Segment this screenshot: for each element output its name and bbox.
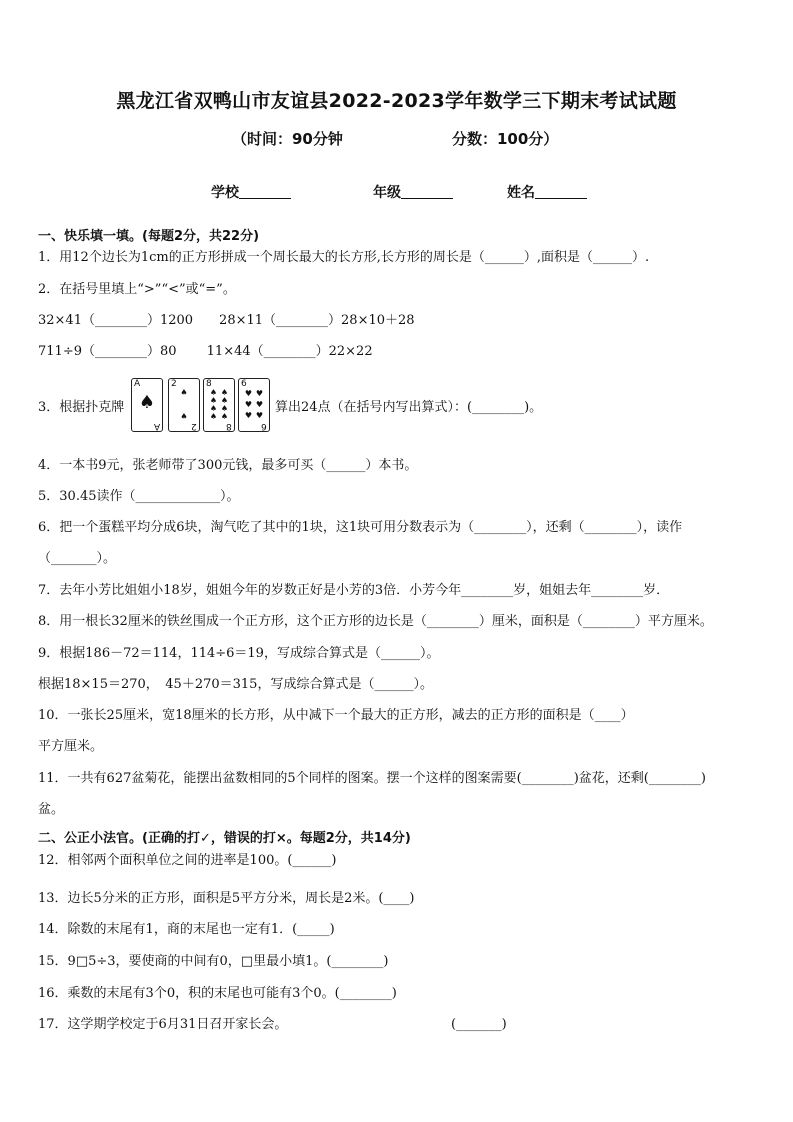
question-17-answer-blank[interactable]: (_______) <box>451 1017 507 1032</box>
question-13: 13．边长5分米的正方形，面积是5平方分米，周长是2米。(____) <box>38 891 415 906</box>
question-3-tail: 算出24点（在括号内写出算式）：(________)。 <box>275 400 543 415</box>
heart-icon: ♥ <box>244 410 253 420</box>
question-8: 8．用一根长32厘米的铁丝围成一个正方形，这个正方形的边长是（________）厘米，面积是（________）平方厘米。 <box>38 614 713 629</box>
spade-icon: ♠ <box>209 396 218 405</box>
question-11: 11．一共有627盆菊花，能摆出盆数相同的5个同样的图案。摆一个这样的图案需要(________)盆花，还剩(________) <box>38 771 706 786</box>
grade-field[interactable] <box>373 182 453 202</box>
spade-icon: ♠ <box>209 404 218 413</box>
question-2: 2．在括号里填上“>”“<”或“=”。 <box>38 282 236 297</box>
spade-icon: ♠ <box>209 388 218 397</box>
card-rank: 8 <box>206 379 212 389</box>
card-rank: 6 <box>241 379 247 389</box>
card-rank: A <box>134 379 141 389</box>
heart-icon: ♥ <box>255 389 264 399</box>
heart-icon: ♥ <box>255 410 264 420</box>
section-2-heading: 二、公正小法官。(正确的打✓，错误的打×。每题2分，共14分) <box>38 831 411 846</box>
question-10-cont: 平方厘米。 <box>38 739 104 754</box>
question-9-row-2: 根据18×15＝270， 45＋270＝315，写成综合算式是（______）。 <box>38 677 433 692</box>
spade-icon: ♠ <box>220 404 229 413</box>
question-10: 10．一张长25厘米，宽18厘米的长方形，从中减下一个最大的正方形，减去的正方形的面积是（____） <box>38 708 634 723</box>
grade-label: 年级 <box>373 185 401 201</box>
heart-icon: ♥ <box>255 399 264 409</box>
card-rank: A <box>153 421 160 431</box>
question-2-row-2: 711÷9（________）80 11×44（________）22×22 <box>38 344 373 359</box>
poker-cards <box>131 378 273 436</box>
school-field[interactable] <box>211 182 291 202</box>
card-rank: 2 <box>191 421 197 431</box>
question-11-cont: 盆。 <box>38 802 65 817</box>
school-blank[interactable] <box>239 184 291 199</box>
heart-icon: ♥ <box>244 399 253 409</box>
question-6: 6．把一个蛋糕平均分成6块，淘气吃了其中的1块，这1块可用分数表示为（________），还剩（________），读作 <box>38 520 683 535</box>
question-5: 5．30.45读作（_____________）。 <box>38 489 240 504</box>
school-label: 学校 <box>211 185 239 201</box>
card-eight-spades <box>203 378 235 432</box>
question-7: 7．去年小芳比姐姐小18岁，姐姐今年的岁数正好是小芳的3倍．小芳今年________岁，姐姐去年________岁． <box>38 583 670 598</box>
exam-title: 黑龙江省双鸭山市友谊县2022-2023学年数学三下期末考试试题 <box>116 90 677 112</box>
heart-icon: ♥ <box>244 389 253 399</box>
card-two-spades <box>168 378 200 432</box>
exam-time: （时间：90分钟 <box>232 130 343 148</box>
name-label: 姓名 <box>507 185 535 201</box>
spade-icon: ♠ <box>209 412 218 421</box>
name-field[interactable] <box>507 182 587 202</box>
spade-icon: ♠ <box>220 388 229 397</box>
spade-icon: ♠ <box>180 388 188 397</box>
card-rank: 2 <box>171 379 177 389</box>
question-2-row-1: 32×41（________）1200 28×11（________）28×10＋28 <box>38 313 415 328</box>
card-ace-spades <box>131 378 163 432</box>
question-15: 15．9□5÷3，要使商的中间有0，□里最小填1。(________) <box>38 954 389 969</box>
exam-score: 分数：100分） <box>452 130 559 148</box>
spade-icon: ♠ <box>220 412 229 421</box>
section-1-heading: 一、快乐填一填。(每题2分，共22分) <box>38 229 260 244</box>
card-six-hearts <box>238 378 270 432</box>
question-12: 12．相邻两个面积单位之间的进率是100。(______) <box>38 853 337 868</box>
grade-blank[interactable] <box>401 184 453 199</box>
question-1: 1．用12个边长为1cm的正方形拼成一个周长最大的长方形,长方形的周长是（______）,面积是（______）. <box>38 250 650 265</box>
question-16: 16．乘数的末尾有3个0，积的末尾也可能有3个0。(________) <box>38 986 397 1001</box>
question-17: 17．这学期学校定于6月31日召开家长会。 <box>38 1017 288 1032</box>
card-rank: 8 <box>226 421 232 431</box>
question-9: 9．根据186－72＝114，114÷6＝19，写成综合算式是（______）。 <box>38 646 440 661</box>
card-rank: 6 <box>261 421 267 431</box>
question-3-lead: 3．根据扑克牌 <box>38 400 125 415</box>
spade-icon: ♠ <box>220 396 229 405</box>
question-4: 4．一本书9元，张老师带了300元钱，最多可买（______）本书。 <box>38 458 418 473</box>
name-blank[interactable] <box>535 184 587 199</box>
spade-icon: ♠ <box>180 412 188 421</box>
spade-icon: ♠ <box>138 392 156 413</box>
question-6-cont: （_______）。 <box>38 551 117 566</box>
question-14: 14．除数的末尾有1，商的末尾也一定有1．(_____) <box>38 922 335 937</box>
